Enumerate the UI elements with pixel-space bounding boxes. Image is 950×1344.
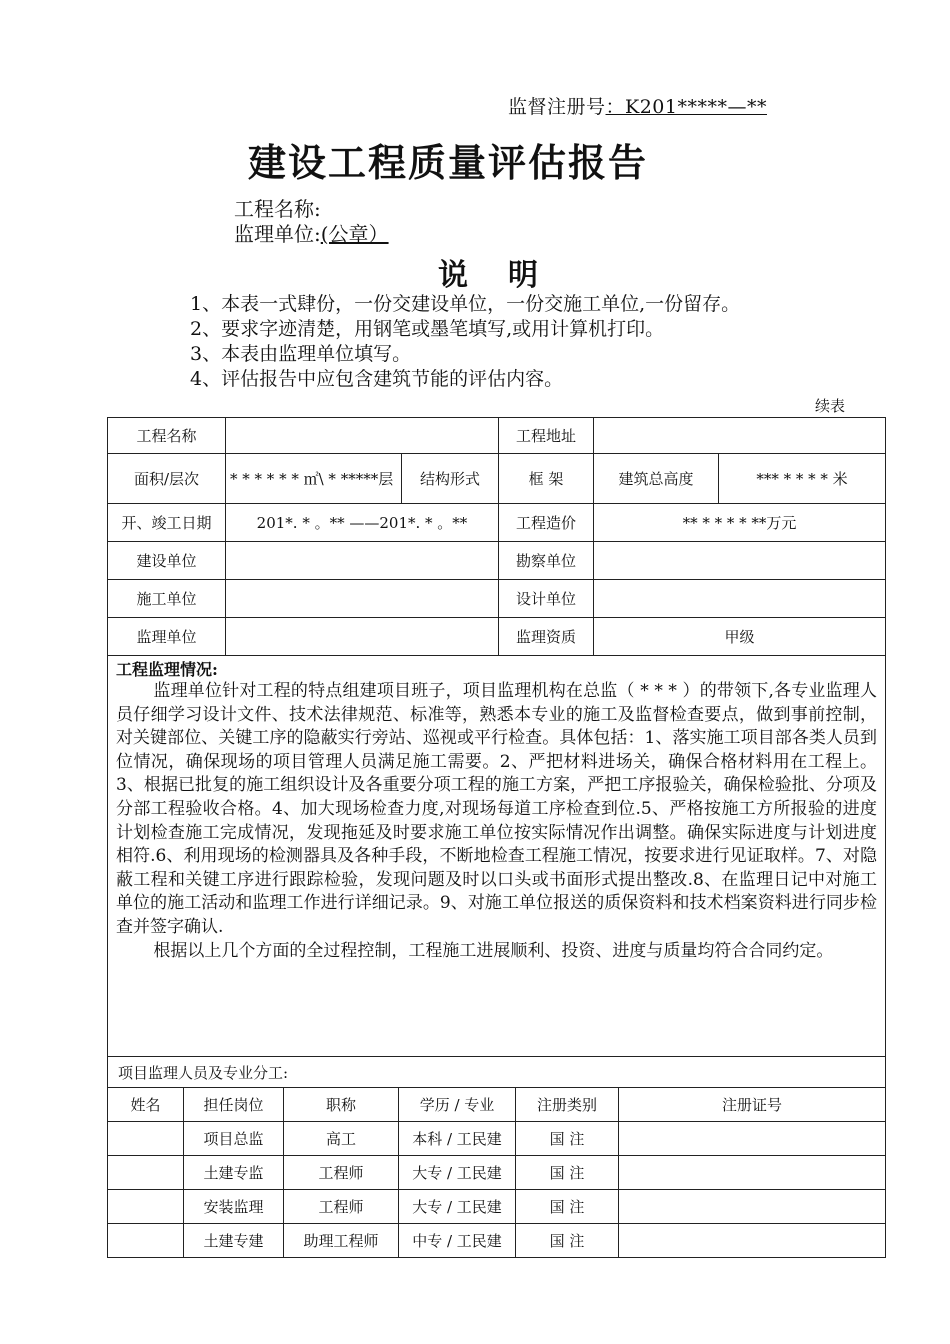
staff-name (108, 1156, 184, 1190)
cost-label: 工程造价 (499, 504, 594, 542)
survey-label: 勘察单位 (499, 542, 594, 580)
instruction-item: 2、要求字迹清楚，用钢笔或墨笔填写,或用计算机打印。 (190, 318, 665, 340)
builder-label: 建设单位 (108, 542, 226, 580)
table-row (108, 1224, 886, 1258)
project-name-label: 工程名称: (234, 197, 321, 221)
supervisor-seal: (公章） (320, 222, 389, 246)
instructions-list (190, 292, 740, 392)
design-label: 设计单位 (499, 580, 594, 618)
staff-name (108, 1224, 184, 1258)
staff-education: 大专 / 工民建 (399, 1190, 516, 1224)
supervisor-line (234, 218, 389, 247)
narrative-paragraph: 监理单位针对工程的特点组建项目班子，项目监理机构在总监（ * * * ）的带领下,各专业监理人员仔细学习设计文件、技术法律规范、标准等，熟悉本专业的施工及监督检查要点，做到事前控制，对关键部位、关键工序的隐蔽实行旁站、巡视或平行检查。具体包括：1、落实施工项目部各类人员到位情况，确保现场的项目管理人员满足施工需要。2、严把材料进场关，确保合格材料用在工程上。3、根据已批复的施工组织设计及各重要分项工程的施工方案，严把工序报验关，确保检验批、分项及分部工程验收合格。4、加大现场检查力度,对现场每道工序检查到位.5、严格按施工方所报验的进度计划检查施工完成情况，发现拖延及时要求施工单位按实际情况作出调整。确保实际进度与计划进度相符.6、利用现场的检测器具及各种手段，不断地检查工程施工情况，按要求进行见证取样。7、对隐蔽工程和关键工序进行跟踪检验，发现问题及时以口头或书面形式提出整改.8、在监理日记中对施工单位的施工活动和监理工作进行详细记录。9、对施工单位报送的质保资料和技术档案资料进行同步检查并签字确认. (116, 681, 878, 937)
staff-header-row (108, 1088, 886, 1122)
survey-value (594, 542, 886, 580)
instruction-item: 4、评估报告中应包含建筑节能的评估内容。 (190, 368, 564, 390)
column-header: 职称 (284, 1088, 399, 1122)
table-row (108, 1122, 886, 1156)
registration-label: 监督注册号 (508, 96, 606, 118)
narrative-heading: 工程监理情况: (116, 660, 218, 679)
structure-label: 结构形式 (402, 454, 499, 504)
staff-education: 中专 / 工民建 (399, 1224, 516, 1258)
design-value (594, 580, 886, 618)
staff-position: 项目总监 (184, 1122, 284, 1156)
area-label: 面积/层次 (108, 454, 226, 504)
column-header: 学历 / 专业 (399, 1088, 516, 1122)
cost-value: ** * * * * **万元 (594, 504, 886, 542)
supervision-narrative (108, 656, 886, 1057)
staff-title: 高工 (284, 1122, 399, 1156)
instruction-item: 1、本表一式肆份，一份交建设单位，一份交施工单位,一份留存。 (190, 293, 741, 315)
staff-registration-type: 国 注 (516, 1156, 619, 1190)
dates-value: 201*. * 。** ——201*. * 。** (226, 504, 499, 542)
qualification-value: 甲级 (594, 618, 886, 656)
dates-label: 开、竣工日期 (108, 504, 226, 542)
table-row (108, 1156, 886, 1190)
address-cell-label: 工程地址 (499, 418, 594, 454)
staff-registration-type: 国 注 (516, 1190, 619, 1224)
staff-heading: 项目监理人员及专业分工: (108, 1057, 886, 1088)
project-name-value (226, 418, 499, 454)
project-info-table (107, 417, 886, 1088)
column-header: 姓名 (108, 1088, 184, 1122)
column-header: 注册类别 (516, 1088, 619, 1122)
staff-education: 大专 / 工民建 (399, 1156, 516, 1190)
page-title: 建设工程质量评估报告 (248, 140, 649, 185)
area-value: * * * * * * ㎡\ * *****层 (226, 454, 402, 504)
supervisor-label: 监理单位: (234, 222, 321, 246)
continued-label: 续表 (815, 397, 846, 415)
staff-certificate (619, 1190, 886, 1224)
registration-value: ：K201*****—** (605, 96, 767, 118)
staff-position: 安装监理 (184, 1190, 284, 1224)
staff-certificate (619, 1156, 886, 1190)
structure-value: 框 架 (499, 454, 594, 504)
supervisor-cell-label: 监理单位 (108, 618, 226, 656)
staff-registration-type: 国 注 (516, 1224, 619, 1258)
staff-title: 助理工程师 (284, 1224, 399, 1258)
staff-registration-type: 国 注 (516, 1122, 619, 1156)
supervisor-value (226, 618, 499, 656)
address-value (594, 418, 886, 454)
staff-certificate (619, 1122, 886, 1156)
instructions-heading: 说明 (438, 258, 578, 293)
staff-position: 土建专建 (184, 1224, 284, 1258)
height-value: *** * * * * 米 (719, 454, 886, 504)
registration-number (508, 92, 767, 119)
qualification-label: 监理资质 (499, 618, 594, 656)
column-header: 注册证号 (619, 1088, 886, 1122)
staff-name (108, 1122, 184, 1156)
table-row (108, 1190, 886, 1224)
builder-value (226, 542, 499, 580)
staff-title: 工程师 (284, 1190, 399, 1224)
staff-position: 土建专监 (184, 1156, 284, 1190)
staff-certificate (619, 1224, 886, 1258)
staff-name (108, 1190, 184, 1224)
constructor-value (226, 580, 499, 618)
staff-education: 本科 / 工民建 (399, 1122, 516, 1156)
column-header: 担任岗位 (184, 1088, 284, 1122)
instruction-item: 3、本表由监理单位填写。 (190, 343, 412, 365)
staff-table (107, 1087, 886, 1258)
constructor-label: 施工单位 (108, 580, 226, 618)
staff-title: 工程师 (284, 1156, 399, 1190)
height-label: 建筑总高度 (594, 454, 719, 504)
project-name-cell-label: 工程名称 (108, 418, 226, 454)
narrative-paragraph: 根据以上几个方面的全过程控制，工程施工进展顺利、投资、进度与质量均符合合同约定。 (153, 940, 834, 961)
